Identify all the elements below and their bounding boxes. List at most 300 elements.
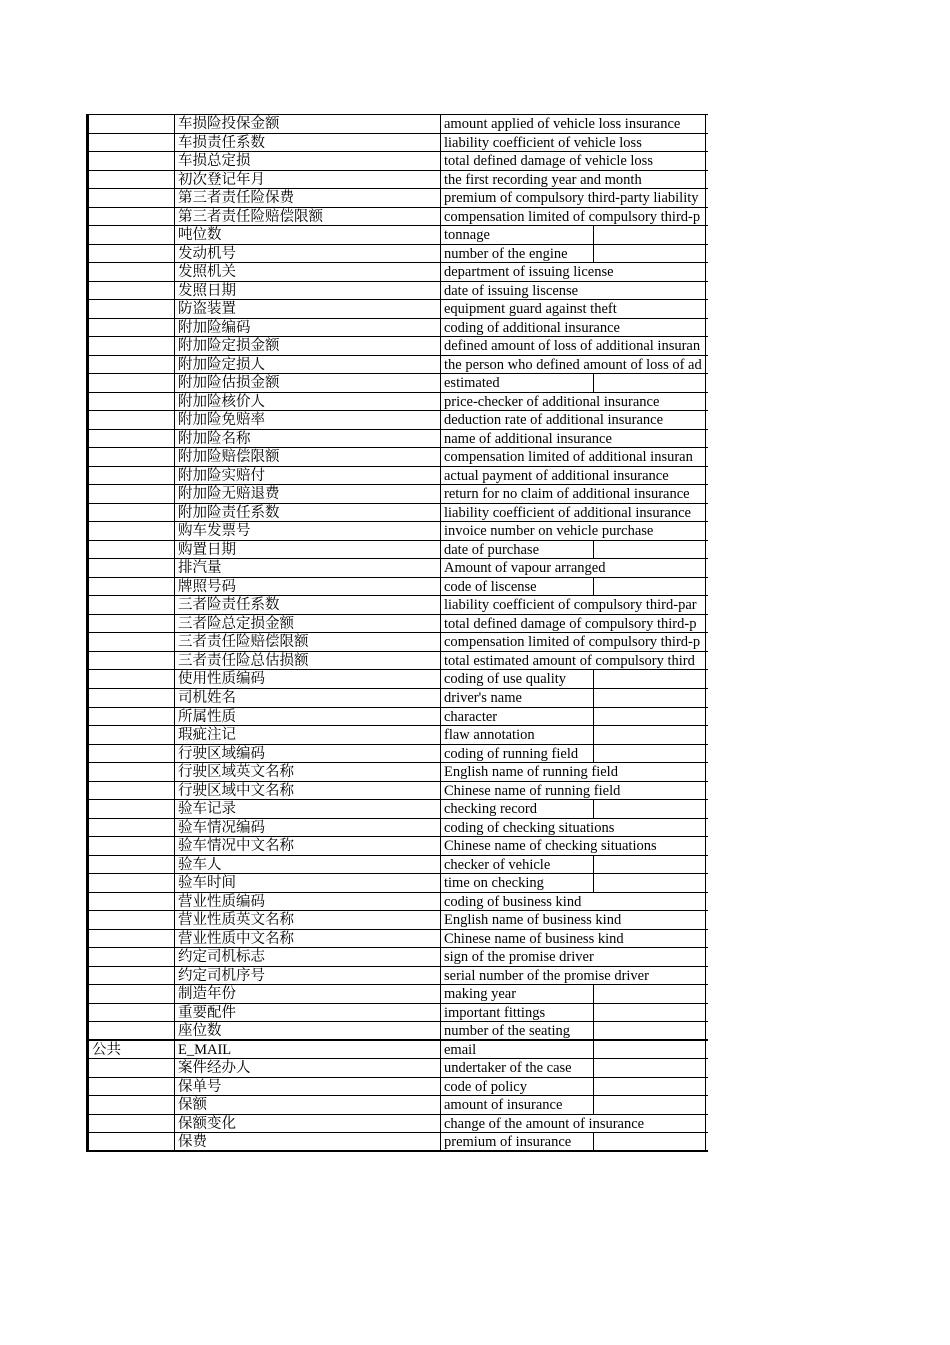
english-term-text: character [444, 708, 498, 725]
cell-divider [593, 1059, 594, 1077]
category-cell [89, 967, 175, 985]
category-cell [89, 782, 175, 800]
table-row [89, 985, 708, 1004]
english-term-cell [441, 745, 706, 763]
english-term-text: coding of checking situations [444, 819, 615, 836]
english-term-text: return for no claim of additional insurance [444, 486, 690, 503]
english-term-cell [441, 1096, 706, 1114]
english-term-text: coding of additional insurance [444, 319, 620, 336]
english-term-text: amount applied of vehicle loss insurance [444, 116, 681, 132]
cell-divider [593, 726, 594, 744]
category-cell [89, 282, 175, 300]
table-row [89, 689, 708, 708]
category-cell [89, 115, 175, 133]
english-term-cell [441, 948, 706, 966]
chinese-term-cell: 行驶区域英文名称 [175, 763, 441, 781]
english-term-text: defined amount of loss of additional insuran [444, 338, 701, 355]
table-row [89, 874, 708, 893]
category-cell [89, 1004, 175, 1022]
table-row [89, 819, 708, 838]
chinese-term-cell: 第三者责任险保费 [175, 189, 441, 207]
table-row [89, 337, 708, 356]
cell-divider [593, 374, 594, 392]
english-term-text: actual payment of additional insurance [444, 467, 669, 484]
category-cell [89, 189, 175, 207]
category-cell [89, 1096, 175, 1114]
chinese-term-cell: 三者责任险总估损额 [175, 652, 441, 670]
table-row [89, 374, 708, 393]
category-cell [89, 1115, 175, 1133]
english-term-cell [441, 578, 706, 596]
category-cell [89, 615, 175, 633]
chinese-term-cell: 附加险赔偿限额 [175, 448, 441, 466]
english-term-text: equipment guard against theft [444, 301, 617, 318]
category-cell [89, 726, 175, 744]
chinese-term-cell: 发照机关 [175, 263, 441, 281]
table-row [89, 726, 708, 745]
english-term-text: invoice number on vehicle purchase [444, 523, 654, 540]
cell-divider [593, 1022, 594, 1039]
english-term-text: deduction rate of additional insurance [444, 412, 664, 429]
chinese-term-cell: 附加险估损金额 [175, 374, 441, 392]
table-row [89, 300, 708, 319]
cell-divider [593, 1078, 594, 1096]
table-row [89, 670, 708, 689]
chinese-term-cell: 保费 [175, 1133, 441, 1150]
chinese-term-cell: 约定司机标志 [175, 948, 441, 966]
english-term-cell [441, 1041, 706, 1059]
chinese-term-cell: 购置日期 [175, 541, 441, 559]
english-term-cell [441, 337, 706, 355]
english-term-cell [441, 485, 706, 503]
category-cell [89, 374, 175, 392]
chinese-term-cell: 验车记录 [175, 800, 441, 818]
category-cell [89, 504, 175, 522]
table-row [89, 782, 708, 801]
table-row [89, 319, 708, 338]
english-term-cell [441, 800, 706, 818]
english-term-text: English name of business kind [444, 912, 622, 929]
table-row [89, 282, 708, 301]
cell-divider [593, 541, 594, 559]
english-term-text: important fittings [444, 1004, 546, 1021]
table-row [89, 522, 708, 541]
category-cell [89, 226, 175, 244]
table-row [89, 467, 708, 486]
category-cell [89, 245, 175, 263]
cell-divider [593, 670, 594, 688]
chinese-term-cell: 使用性质编码 [175, 670, 441, 688]
category-cell [89, 596, 175, 614]
english-term-cell [441, 1115, 706, 1133]
table-row [89, 1041, 708, 1060]
english-term-text: Chinese name of business kind [444, 930, 624, 947]
chinese-term-cell: 附加险责任系数 [175, 504, 441, 522]
category-cell [89, 911, 175, 929]
table-row [89, 559, 708, 578]
category-cell [89, 485, 175, 503]
english-term-cell [441, 708, 706, 726]
category-cell [89, 1059, 175, 1077]
table-row [89, 893, 708, 912]
table-row [89, 263, 708, 282]
english-term-cell [441, 633, 706, 651]
category-cell [89, 411, 175, 429]
table-row [89, 745, 708, 764]
english-term-text: total estimated amount of compulsory third [444, 652, 695, 669]
table-row [89, 633, 708, 652]
english-term-cell [441, 726, 706, 744]
english-term-cell [441, 430, 706, 448]
chinese-term-cell: 车损责任系数 [175, 134, 441, 152]
chinese-term-cell: 排汽量 [175, 559, 441, 577]
category-cell [89, 134, 175, 152]
english-term-cell [441, 1059, 706, 1077]
english-term-text: total defined damage of vehicle loss [444, 153, 653, 170]
category-cell [89, 1133, 175, 1150]
category-cell [89, 985, 175, 1003]
table-row [89, 930, 708, 949]
category-cell [89, 541, 175, 559]
english-term-text: total defined damage of compulsory third-p [444, 615, 697, 632]
table-row [89, 245, 708, 264]
english-term-cell [441, 115, 706, 133]
table-row [89, 393, 708, 412]
english-term-text: email [444, 1041, 477, 1058]
english-term-cell [441, 282, 706, 300]
category-cell [89, 1022, 175, 1039]
cell-divider [593, 874, 594, 892]
chinese-term-cell: 购车发票号 [175, 522, 441, 540]
table-row [89, 615, 708, 634]
chinese-term-cell: 发照日期 [175, 282, 441, 300]
chinese-term-cell: 附加险无赔退费 [175, 485, 441, 503]
cell-divider [593, 578, 594, 596]
table-row [89, 541, 708, 560]
chinese-term-cell: 保单号 [175, 1078, 441, 1096]
category-cell [89, 856, 175, 874]
table-row [89, 504, 708, 523]
english-term-cell [441, 874, 706, 892]
english-term-cell [441, 967, 706, 985]
cell-divider [593, 708, 594, 726]
chinese-term-cell: 营业性质英文名称 [175, 911, 441, 929]
english-term-text: estimated [444, 375, 500, 392]
english-term-cell [441, 596, 706, 614]
english-term-text: premium of insurance [444, 1134, 572, 1151]
english-term-cell [441, 245, 706, 263]
english-term-text: compensation limited of compulsory third-p [444, 634, 701, 651]
category-cell [89, 559, 175, 577]
english-term-text: price-checker of additional insurance [444, 393, 660, 410]
table-row [89, 485, 708, 504]
english-term-cell [441, 782, 706, 800]
cell-divider [593, 1004, 594, 1022]
glossary-table [86, 114, 708, 1152]
table-row [89, 356, 708, 375]
category-cell [89, 819, 175, 837]
english-term-cell [441, 411, 706, 429]
english-term-text: Amount of vapour arranged [444, 560, 606, 577]
english-term-cell [441, 893, 706, 911]
english-term-cell [441, 615, 706, 633]
english-term-text: English name of running field [444, 764, 618, 781]
english-term-cell [441, 1022, 706, 1039]
english-term-cell [441, 689, 706, 707]
cell-divider [593, 985, 594, 1003]
table-row [89, 837, 708, 856]
english-term-text: Chinese name of checking situations [444, 838, 657, 855]
english-term-cell [441, 911, 706, 929]
cell-divider [593, 689, 594, 707]
chinese-term-cell: 初次登记年月 [175, 171, 441, 189]
english-term-cell [441, 374, 706, 392]
chinese-term-cell: 防盗装置 [175, 300, 441, 318]
english-term-text: code of policy [444, 1078, 527, 1095]
english-term-text: the person who defined amount of loss of ad [444, 356, 702, 373]
table-row [89, 1115, 708, 1134]
category-cell [89, 633, 175, 651]
chinese-term-cell: 制造年份 [175, 985, 441, 1003]
english-term-cell [441, 522, 706, 540]
chinese-term-cell: 附加险编码 [175, 319, 441, 337]
category-cell [89, 652, 175, 670]
table-row [89, 152, 708, 171]
table-row [89, 708, 708, 727]
english-term-text: compensation limited of compulsory third-p [444, 208, 701, 225]
table-row [89, 1078, 708, 1097]
english-term-text: amount of insurance [444, 1097, 563, 1114]
english-term-text: department of issuing license [444, 264, 614, 281]
table-row [89, 911, 708, 930]
english-term-cell [441, 652, 706, 670]
english-term-text: change of the amount of insurance [444, 1115, 645, 1132]
english-term-text: coding of use quality [444, 671, 567, 688]
table-row [89, 171, 708, 190]
english-term-cell [441, 448, 706, 466]
chinese-term-cell: 保额 [175, 1096, 441, 1114]
table-row [89, 1022, 708, 1041]
english-term-cell [441, 856, 706, 874]
english-term-text: undertaker of the case [444, 1060, 572, 1077]
category-cell [89, 1078, 175, 1096]
category-cell [89, 708, 175, 726]
table-row [89, 1096, 708, 1115]
english-term-text: date of issuing liscense [444, 282, 579, 299]
category-cell [89, 800, 175, 818]
chinese-term-cell: 验车情况编码 [175, 819, 441, 837]
english-term-text: coding of running field [444, 745, 579, 762]
cell-divider [593, 856, 594, 874]
category-cell [89, 448, 175, 466]
cell-divider [593, 1133, 594, 1150]
category-cell [89, 763, 175, 781]
english-term-cell [441, 208, 706, 226]
category-cell [89, 208, 175, 226]
chinese-term-cell: 车损险投保金额 [175, 115, 441, 133]
table-row [89, 430, 708, 449]
english-term-text: compensation limited of additional insuran [444, 449, 693, 466]
english-term-cell [441, 670, 706, 688]
english-term-cell [441, 504, 706, 522]
english-term-text: liability coefficient of additional insurance [444, 504, 691, 521]
table-row [89, 448, 708, 467]
english-term-cell [441, 393, 706, 411]
table-row [89, 800, 708, 819]
english-term-cell [441, 819, 706, 837]
table-row [89, 1059, 708, 1078]
english-term-cell [441, 559, 706, 577]
english-term-cell [441, 152, 706, 170]
english-term-text: date of purchase [444, 541, 540, 558]
english-term-cell [441, 319, 706, 337]
chinese-term-cell: 座位数 [175, 1022, 441, 1039]
chinese-term-cell: 营业性质编码 [175, 893, 441, 911]
english-term-cell [441, 356, 706, 374]
chinese-term-cell: 附加险定损人 [175, 356, 441, 374]
english-term-cell [441, 763, 706, 781]
table-row [89, 208, 708, 227]
chinese-term-cell: 发动机号 [175, 245, 441, 263]
english-term-cell [441, 541, 706, 559]
chinese-term-cell: 保额变化 [175, 1115, 441, 1133]
english-term-cell [441, 189, 706, 207]
english-term-cell [441, 467, 706, 485]
category-cell [89, 356, 175, 374]
chinese-term-cell: 三者险总定损金额 [175, 615, 441, 633]
chinese-term-cell: 附加险名称 [175, 430, 441, 448]
category-cell [89, 745, 175, 763]
english-term-text: number of the engine [444, 245, 568, 262]
table-row [89, 1004, 708, 1023]
category-cell [89, 893, 175, 911]
english-term-cell [441, 134, 706, 152]
category-cell: 公共 [89, 1041, 175, 1059]
table-row [89, 189, 708, 208]
cell-divider [593, 1041, 594, 1059]
cell-divider [593, 745, 594, 763]
cell-divider [593, 1096, 594, 1114]
category-cell [89, 930, 175, 948]
category-cell [89, 152, 175, 170]
english-term-text: sign of the promise driver [444, 949, 594, 966]
english-term-cell [441, 837, 706, 855]
chinese-term-cell: 附加险实赔付 [175, 467, 441, 485]
table-row [89, 115, 708, 134]
category-cell [89, 689, 175, 707]
chinese-term-cell: 司机姓名 [175, 689, 441, 707]
chinese-term-cell: 车损总定损 [175, 152, 441, 170]
english-term-cell [441, 930, 706, 948]
chinese-term-cell: E_MAIL [175, 1041, 441, 1059]
chinese-term-cell: 牌照号码 [175, 578, 441, 596]
chinese-term-cell: 附加险核价人 [175, 393, 441, 411]
english-term-text: the first recording year and month [444, 171, 642, 188]
category-cell [89, 430, 175, 448]
english-term-text: liability coefficient of vehicle loss [444, 134, 642, 151]
table-row [89, 967, 708, 986]
table-row [89, 411, 708, 430]
chinese-term-cell: 吨位数 [175, 226, 441, 244]
category-cell [89, 670, 175, 688]
category-cell [89, 522, 175, 540]
chinese-term-cell: 附加险免赔率 [175, 411, 441, 429]
chinese-term-cell: 瑕疵注记 [175, 726, 441, 744]
category-cell [89, 467, 175, 485]
table-row [89, 134, 708, 153]
table-row [89, 1133, 708, 1152]
english-term-text: time on checking [444, 875, 544, 892]
chinese-term-cell: 所属性质 [175, 708, 441, 726]
english-term-text: flaw annotation [444, 727, 535, 744]
english-term-text: driver's name [444, 689, 522, 706]
table-row [89, 948, 708, 967]
category-cell [89, 578, 175, 596]
english-term-text: name of additional insurance [444, 430, 612, 447]
category-cell [89, 393, 175, 411]
english-term-text: code of liscense [444, 578, 537, 595]
category-cell [89, 837, 175, 855]
chinese-term-cell: 验车人 [175, 856, 441, 874]
english-term-cell [441, 1004, 706, 1022]
cell-divider [593, 226, 594, 244]
table-row [89, 856, 708, 875]
category-cell [89, 171, 175, 189]
english-term-text: tonnage [444, 227, 490, 244]
table-row [89, 226, 708, 245]
english-term-text: checking record [444, 801, 537, 818]
chinese-term-cell: 第三者责任险赔偿限额 [175, 208, 441, 226]
table-row [89, 578, 708, 597]
english-term-cell [441, 171, 706, 189]
category-cell [89, 874, 175, 892]
category-cell [89, 337, 175, 355]
cell-divider [593, 245, 594, 263]
chinese-term-cell: 行驶区域中文名称 [175, 782, 441, 800]
table-row [89, 596, 708, 615]
category-cell [89, 263, 175, 281]
cell-divider [593, 800, 594, 818]
english-term-text: making year [444, 986, 517, 1003]
chinese-term-cell: 三者责任险赔偿限额 [175, 633, 441, 651]
english-term-text: coding of business kind [444, 893, 582, 910]
chinese-term-cell: 验车时间 [175, 874, 441, 892]
english-term-cell [441, 300, 706, 318]
table-row [89, 763, 708, 782]
table-row [89, 652, 708, 671]
english-term-text: liability coefficient of compulsory third-par [444, 597, 697, 614]
chinese-term-cell: 约定司机序号 [175, 967, 441, 985]
chinese-term-cell: 附加险定损金额 [175, 337, 441, 355]
english-term-text: Chinese name of running field [444, 782, 621, 799]
english-term-cell [441, 226, 706, 244]
chinese-term-cell: 验车情况中文名称 [175, 837, 441, 855]
english-term-cell [441, 985, 706, 1003]
chinese-term-cell: 行驶区域编码 [175, 745, 441, 763]
english-term-cell [441, 1133, 706, 1150]
category-cell [89, 948, 175, 966]
english-term-text: serial number of the promise driver [444, 967, 649, 984]
chinese-term-cell: 重要配件 [175, 1004, 441, 1022]
chinese-term-cell: 营业性质中文名称 [175, 930, 441, 948]
english-term-cell [441, 1078, 706, 1096]
english-term-text: premium of compulsory third-party liability [444, 190, 699, 207]
chinese-term-cell: 案件经办人 [175, 1059, 441, 1077]
english-term-text: checker of vehicle [444, 856, 551, 873]
category-cell [89, 300, 175, 318]
english-term-text: number of the seating [444, 1023, 571, 1040]
english-term-cell [441, 263, 706, 281]
